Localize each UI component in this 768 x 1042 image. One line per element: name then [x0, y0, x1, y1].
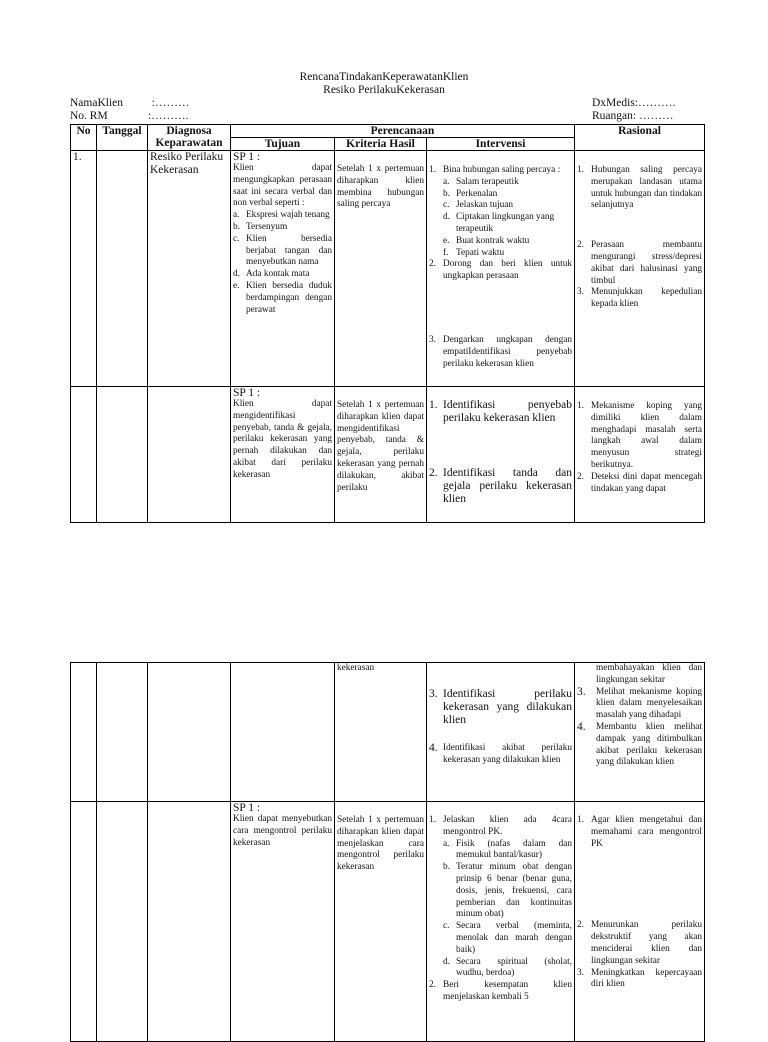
diagnosa-cell [148, 663, 231, 802]
header-tujuan: Tujuan [231, 138, 335, 151]
list-item: b. Perkenalan [443, 188, 498, 199]
intervensi-cell [427, 802, 575, 1042]
header-no: No [71, 125, 97, 151]
rasional-cell [575, 151, 705, 387]
rasional-3: 3. Menunjukkan kepedulian kepada klien [577, 287, 702, 310]
row-number [71, 802, 97, 1042]
intervensi-2: 2. Dorong dan beri klien untuk ungkapkan perasaan [429, 259, 572, 282]
rasional-3: 3. Melihat mekanisme koping klien dalam menyelesaikan masalah yang dihadapi [577, 685, 702, 721]
rasional-cell [575, 663, 705, 802]
kriteria-cell [335, 663, 427, 802]
header-diagnosa: Diagnosa Keparawatan [148, 125, 231, 151]
header-intervensi: Intervensi [427, 138, 575, 151]
intervensi-4: 4. Identifikasi akibat perilaku kekerasan yang dilakukan klien [429, 742, 572, 765]
header-kriteria: Kriteria Hasil [335, 138, 427, 151]
header-tanggal: Tanggal [97, 125, 148, 151]
intervensi-cell [427, 387, 575, 523]
list-item: d. Ada kontak mata [233, 269, 310, 280]
kriteria-cell [335, 802, 427, 1042]
rasional-3: 3. Meningkatkan kepercayaan diri klien [577, 967, 702, 990]
list-item: d. Ciptakan lingkungan yang terapeutik [443, 212, 555, 234]
rasional-2: 2. Deteksi dini dapat mencegah tindakan yang dapat [577, 471, 702, 494]
tujuan-cell [231, 802, 335, 1042]
intervensi-2: 2. Identifikasi tanda dan gejala perilaku kekerasan klien [429, 467, 572, 505]
tanggal-cell [97, 387, 148, 523]
rasional-1: 1. Mekanisme koping yang dimiliki klien dalam menghadapi masalah serta langkah awal dalam menyusun strategi berikutnya. [577, 401, 702, 470]
no-rm-field: No. RM :………. [70, 110, 189, 122]
row-number [71, 387, 97, 523]
list-item: c. Klien bersedia berjabat tangan dan menyebutkan nama [233, 233, 332, 268]
rasional-4: 4. Membantu klien melihat dampak yang ditimbulkan akibat perilaku kekerasan yang dilakukan klien [577, 720, 702, 768]
tujuan-cell [231, 151, 335, 387]
rasional-2: 2. Perasaan membantu mengurangi stress/depresi akibat dari halusinasi yang timbul [577, 240, 702, 286]
intervensi-1: 1. Bina hubungan saling percaya : [429, 165, 561, 175]
kriteria-text: kekerasan [337, 663, 375, 673]
list-item: a. Ekspresi wajah tenang [233, 210, 330, 221]
intervensi-3: 3. Identifikasi perilaku kekerasan yang dilakukan klien [429, 688, 572, 726]
header-perencanaan: Perencanaan [231, 125, 575, 138]
table-row [71, 387, 705, 523]
tujuan-cell [231, 387, 335, 523]
tujuan-text: Klien dapat menyebutkan cara mengontrol perilaku kekerasan [233, 814, 332, 848]
intervensi-1: 1. Identifikasi penyebab perilaku kekerasan klien [429, 399, 572, 424]
intervensi-3: 3. Dengarkan ungkapan dengan empatiIdentifikasi penyebab perilaku kekerasan klien [429, 334, 572, 369]
tanggal-cell [97, 663, 148, 802]
sp-label: SP 1 : [233, 151, 261, 163]
intervensi-1-list [429, 839, 572, 981]
tujuan-cell [231, 663, 335, 802]
rasional-cell [575, 802, 705, 1042]
diagnosa-cell: Resiko Perilaku Kekerasan [148, 151, 231, 387]
document-title: RencanaTindakanKeperawatanKlien [299, 71, 469, 83]
diagnosa-cell [148, 802, 231, 1042]
list-item: f. Tepati waktu [443, 247, 505, 258]
table-row [71, 802, 705, 1042]
dx-medis-field: DxMedis:………. [592, 97, 676, 109]
table-row [71, 663, 705, 802]
list-item: d. Secara spiritual (sholat, wudhu, berdoa) [443, 956, 572, 979]
kriteria-text: Setelah 1 x pertemuan diharapkan klien dapat menjelaskan cara mengontrol perilaku kekerasan [337, 815, 424, 873]
diagnosa-cell [148, 387, 231, 523]
list-item: a. Salam terapeutik [443, 176, 519, 187]
rasional-cell [575, 387, 705, 523]
intervensi-cell [427, 151, 575, 387]
table-row [71, 151, 705, 387]
intervensi-1-list [429, 177, 572, 260]
list-item: b. Tersenyum [233, 221, 288, 232]
rasional-1: 1. Agar klien mengetahui dan memahami cara mengontrol PK [577, 815, 702, 849]
document-subtitle: Resiko PerilakuKekerasan [323, 84, 445, 96]
kriteria-text: Setelah 1 x pertemuan diharapkan klien membina hubungan saling percaya [337, 164, 424, 210]
kriteria-cell [335, 387, 427, 523]
rasional-2: 2. Menurunkan perilaku dekstruktif yang akan menciderai klien dan lingkungan sekitar [577, 920, 702, 966]
nama-klien-field: NamaKlien :……… [70, 97, 190, 109]
intervensi-1: 1. Jelaskan klien ada 4cara mengontrol PK. [429, 815, 572, 837]
list-item: a. Fisik (nafas dalam dan memukul bantal/kasur) [443, 838, 572, 861]
tanggal-cell [97, 802, 148, 1042]
kriteria-text: Setelah 1 x pertemuan diharapkan klien dapat mengidentifikasi penyebab, tanda & gejala, perilaku kekerasan yang pernah dilakukan, akibat perilaku [337, 400, 424, 493]
list-item: e. Klien bersedia duduk berdampingan dengan perawat [233, 280, 332, 315]
tujuan-intro: Klien dapat mengungkapkan perasaan saat ini secara verbal dan non verbal seperti : [233, 163, 332, 209]
care-plan-table-page1 [70, 124, 705, 523]
kriteria-cell [335, 151, 427, 387]
intervensi-cell [427, 663, 575, 802]
ruangan-field: Ruangan: ……… [592, 110, 674, 122]
row-number: 1. [71, 151, 97, 387]
header-rasional: Rasional [575, 125, 705, 151]
tujuan-text: Klien dapat mengidentifikasi penyebab, tanda & gejala, perilaku kekerasan yang pernah dilakukan dan akibat dari perilaku kekerasan [233, 399, 332, 480]
row-number [71, 663, 97, 802]
list-item: c. Jelaskan tujuan [443, 200, 514, 211]
list-item: c. Secara verbal (meminta, menolak dan marah dengan baik) [443, 921, 572, 955]
rasional-continuation: membahayakan klien dan lingkungan sekitar [596, 663, 702, 685]
list-item: e. Buat kontrak waktu [443, 235, 530, 246]
intervensi-2: 2. Beri kesempatan klien menjelaskan kembali 5 [429, 980, 572, 1002]
tanggal-cell [97, 151, 148, 387]
rasional-1: 1. Hubungan saling percaya merupakan landasan utama untuk hubungan dan tindakan selanjutnya [577, 165, 702, 211]
care-plan-table-page2 [70, 662, 705, 1042]
sp-label: SP 1 : [233, 387, 261, 399]
tujuan-list [233, 210, 332, 316]
list-item: b. Teratur minum obat dengan prinsip 6 benar (benar guna, dosis, jenis, frekuensi, cara pemberian dan kontinuitas minum obat) [443, 862, 572, 920]
sp-label: SP 1 : [233, 802, 261, 814]
